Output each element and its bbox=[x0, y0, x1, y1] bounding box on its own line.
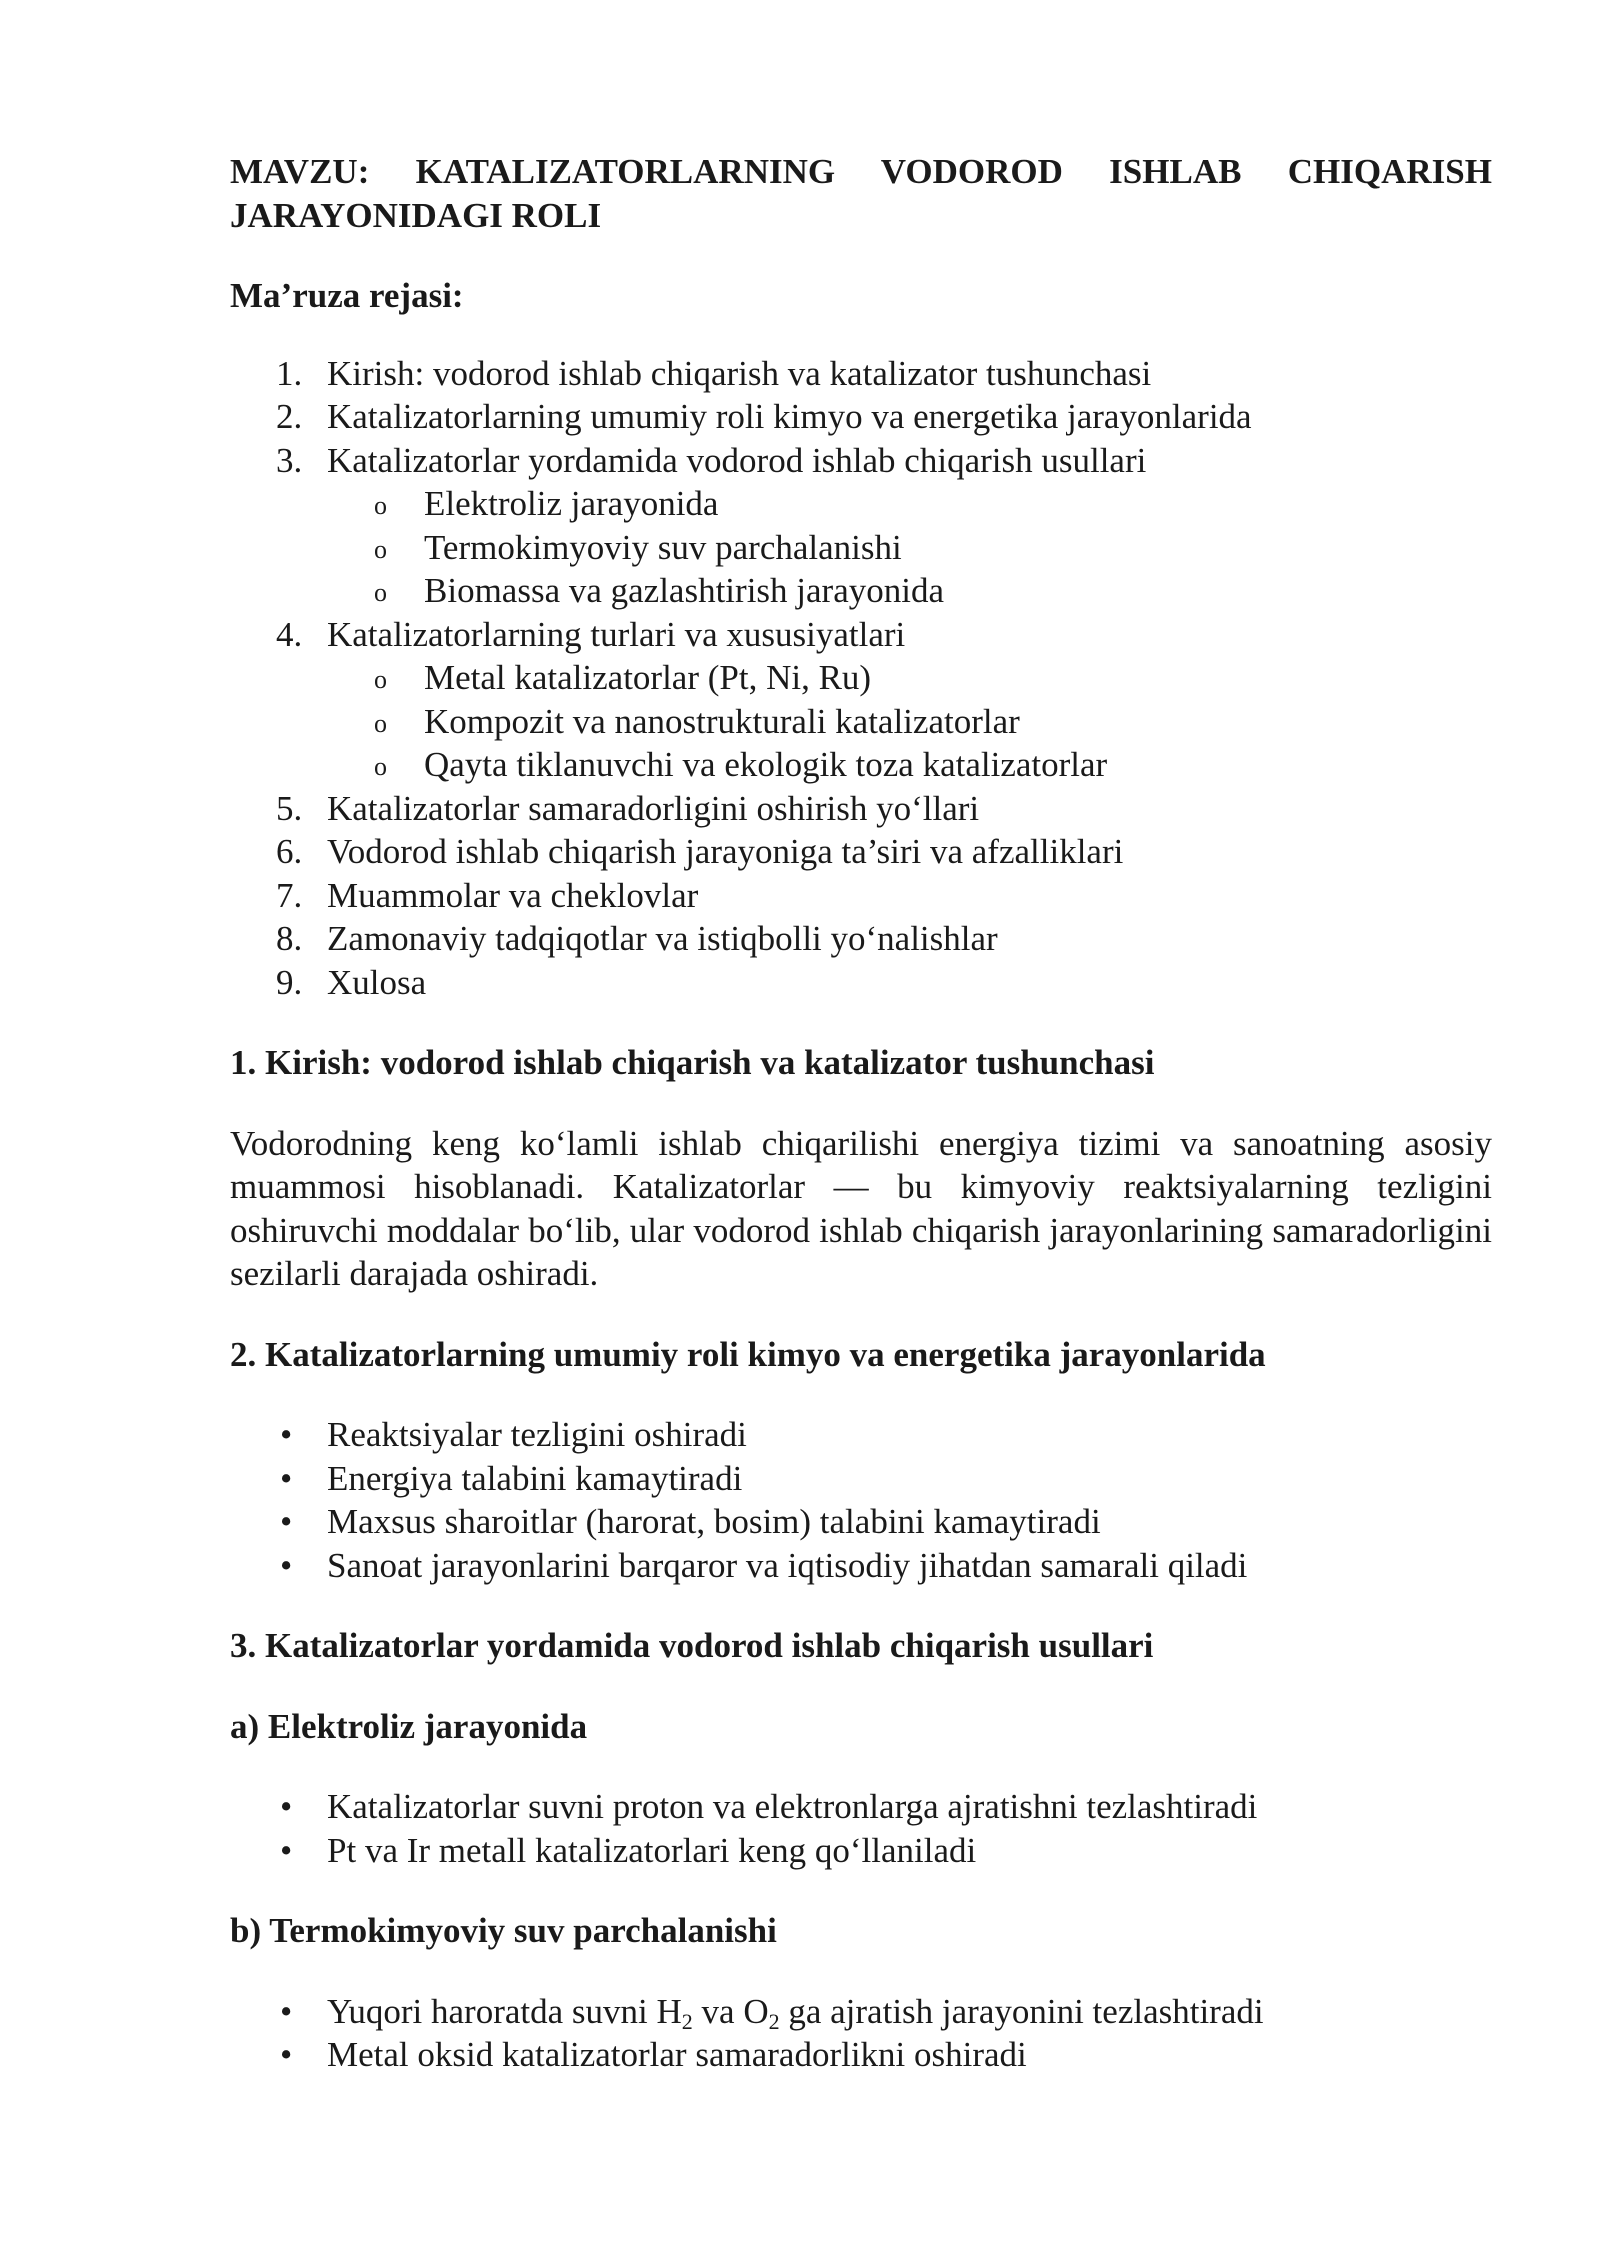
bullet-text: va O bbox=[692, 1991, 769, 2031]
plan-item bbox=[230, 439, 1492, 483]
plan-item-number: 3. bbox=[276, 440, 303, 480]
bullet-item: • Maxsus sharoitlar (harorat, bosim) talabini kamaytiradi bbox=[230, 1500, 1492, 1544]
plan-item-text: Katalizatorlar yordamida vodorod ishlab chiqarish usullari bbox=[327, 440, 1147, 480]
plan-item bbox=[230, 613, 1492, 657]
plan-item-number: 4. bbox=[276, 614, 303, 654]
section-3-heading: 3. Katalizatorlar yordamida vodorod ishlab chiqarish usullari bbox=[230, 1626, 1154, 1665]
plan-item-text: Katalizatorlar samaradorligini oshirish yo‘llari bbox=[327, 788, 980, 828]
subsection-a-bullet-list bbox=[230, 1785, 1492, 1872]
plan-subitem: o Metal katalizatorlar (Pt, Ni, Ru) bbox=[230, 656, 1492, 700]
plan-item bbox=[230, 961, 1492, 1005]
subscript: 2 bbox=[681, 2008, 693, 2034]
section-1-heading: 1. Kirish: vodorod ishlab chiqarish va katalizator tushunchasi bbox=[230, 1043, 1155, 1082]
bullet-item: • Reaktsiyalar tezligini oshiradi bbox=[230, 1413, 1492, 1457]
section-1-paragraph: Vodorodning keng ko‘lamli ishlab chiqarilishi energiya tizimi va sanoatning asosiy muammosi hisoblanadi. Katalizatorlar — bu kimyoviy reaktsiyalarning tezligini oshiruvchi moddalar bo‘lib, ular vodorod ishlab chiqarish jarayonlarining samaradorligini sezilarli darajada oshiradi. bbox=[230, 1123, 1492, 1293]
section-2-bullet-list bbox=[230, 1413, 1492, 1587]
plan-subitem: o Kompozit va nanostrukturali katalizatorlar bbox=[230, 700, 1492, 744]
subscript: 2 bbox=[768, 2008, 780, 2034]
bullet-item: • Metal oksid katalizatorlar samaradorlikni oshiradi bbox=[230, 2033, 1492, 2077]
plan-item-number: 6. bbox=[276, 832, 303, 871]
document-title: MAVZU: KATALIZATORLARNING VODOROD ISHLAB CHIQARISH JARAYONIDAGI ROLI bbox=[230, 152, 1492, 235]
bullet-item: • Sanoat jarayonlarini barqaror va iqtisodiy jihatdan samarali qiladi bbox=[230, 1544, 1492, 1588]
lecture-plan-heading: Ma’ruza rejasi: bbox=[230, 276, 464, 315]
plan-item-text: Xulosa bbox=[327, 962, 427, 1002]
lecture-plan-list-continued bbox=[230, 787, 1492, 1005]
plan-item bbox=[230, 874, 1492, 918]
plan-subitem: o Termokimyoviy suv parchalanishi bbox=[230, 526, 1492, 570]
lecture-plan-list-continued bbox=[230, 613, 1492, 657]
plan-item-number: 7. bbox=[276, 875, 303, 915]
plan-sublist bbox=[230, 482, 1492, 613]
plan-item bbox=[230, 352, 1492, 396]
document-page bbox=[230, 150, 1492, 2077]
subsection-a-heading: a) Elektroliz jarayonida bbox=[230, 1706, 588, 1746]
plan-subitem: o Elektroliz jarayonida bbox=[230, 482, 1492, 526]
subsection-b-heading: b) Termokimyoviy suv parchalanishi bbox=[230, 1911, 777, 1950]
plan-item bbox=[230, 917, 1492, 961]
section-2-heading: 2. Katalizatorlarning umumiy roli kimyo va energetika jarayonlarida bbox=[230, 1334, 1266, 1374]
plan-subitem: o Qayta tiklanuvchi va ekologik toza katalizatorlar bbox=[230, 743, 1492, 787]
plan-item-text: Zamonaviy tadqiqotlar va istiqbolli yo‘nalishlar bbox=[327, 919, 998, 958]
plan-item-number: 2. bbox=[276, 397, 303, 436]
plan-item bbox=[230, 830, 1492, 874]
plan-item-number: 5. bbox=[276, 788, 303, 828]
plan-item-text: Muammolar va cheklovlar bbox=[327, 875, 699, 915]
plan-item-number: 1. bbox=[276, 353, 303, 393]
bullet-item: • Pt va Ir metall katalizatorlari keng qo‘llaniladi bbox=[230, 1829, 1492, 1873]
plan-item-text: Kirish: vodorod ishlab chiqarish va katalizator tushunchasi bbox=[327, 353, 1152, 393]
bullet-item: • Energiya talabini kamaytiradi bbox=[230, 1457, 1492, 1501]
plan-item-text: Katalizatorlarning turlari va xususiyatlari bbox=[327, 614, 906, 654]
plan-subitem: o Biomassa va gazlashtirish jarayonida bbox=[230, 569, 1492, 613]
plan-item-text: Katalizatorlarning umumiy roli kimyo va energetika jarayonlarida bbox=[327, 397, 1252, 436]
plan-item bbox=[230, 395, 1492, 439]
plan-item bbox=[230, 787, 1492, 831]
plan-sublist bbox=[230, 656, 1492, 787]
lecture-plan-list bbox=[230, 352, 1492, 483]
bullet-item bbox=[230, 1990, 1492, 2034]
plan-item-number: 9. bbox=[276, 962, 303, 1002]
bullet-text: Yuqori haroratda suvni H bbox=[327, 1991, 682, 2031]
subsection-b-bullet-list bbox=[230, 1990, 1492, 2077]
bullet-text: ga ajratish jarayonini tezlashtiradi bbox=[779, 1991, 1264, 2031]
plan-item-text: Vodorod ishlab chiqarish jarayoniga ta’siri va afzalliklari bbox=[327, 832, 1124, 871]
bullet-item: • Katalizatorlar suvni proton va elektronlarga ajratishni tezlashtiradi bbox=[230, 1785, 1492, 1829]
plan-item-number: 8. bbox=[276, 919, 303, 958]
